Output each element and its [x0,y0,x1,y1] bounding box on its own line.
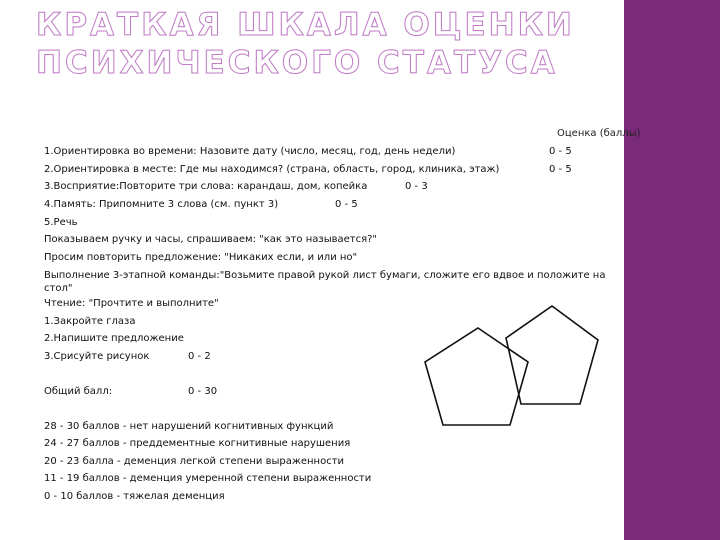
title-line-1: КРАТКАЯ ШКАЛА ОЦЕНКИ [36,7,575,43]
title-line-2: ПСИХИЧЕСКОГО СТАТУСА [36,45,558,81]
interpretation-line: 24 - 27 баллов - преддементные когнитивные нарушения [44,438,351,449]
item-text: Выполнение 3-этапной команды:"Возьмите правой рукой лист бумаги, сложите его вдвое и положите на стол" [44,270,606,294]
item-text: 3.Срисуйте рисунок [44,351,150,362]
item-score: 0 - 5 [549,146,572,157]
item-text: 4.Память: Припомните 3 слова (см. пункт 3) [44,199,279,210]
interpretation-line: 28 - 30 баллов - нет нарушений когнитивных функций [44,421,334,432]
side-accent-bar [624,0,720,540]
item-score: 0 - 5 [549,164,572,175]
item-score: 0 - 2 [188,351,211,362]
pentagon-left [425,328,528,425]
item-text: 2.Ориентировка в месте: Где мы находимся? (страна, область, город, клиника, этаж) [44,164,500,175]
item-text: 5.Речь [44,217,78,228]
overlapping-pentagons-figure [418,300,613,490]
item-text: Просим повторить предложение: "Никаких если, и или но" [44,252,358,263]
item-score: 0 - 3 [405,181,428,192]
item-text: 1.Ориентировка во времени: Назовите дату (число, месяц, год, день недели) [44,146,456,157]
interpretation-line: 0 - 10 баллов - тяжелая деменция [44,491,225,502]
item-text: 2.Напишите предложение [44,333,184,344]
item-score: 0 - 5 [335,199,358,210]
score-column-header: Оценка (баллы) [557,128,641,139]
interpretation-line: 11 - 19 баллов - деменция умеренной степени выраженности [44,473,372,484]
item-text: 3.Восприятие:Повторите три слова: карандаш, дом, копейка [44,181,368,192]
total-score: 0 - 30 [188,386,218,397]
item-text: Показываем ручку и часы, спрашиваем: "как это называется?" [44,234,378,245]
item-text: Чтение: "Прочтите и выполните" [44,298,219,309]
item-text: 1.Закройте глаза [44,316,136,327]
total-label: Общий балл: [44,386,113,397]
page-title [36,6,575,82]
interpretation-line: 20 - 23 балла - деменция легкой степени выраженности [44,456,345,467]
